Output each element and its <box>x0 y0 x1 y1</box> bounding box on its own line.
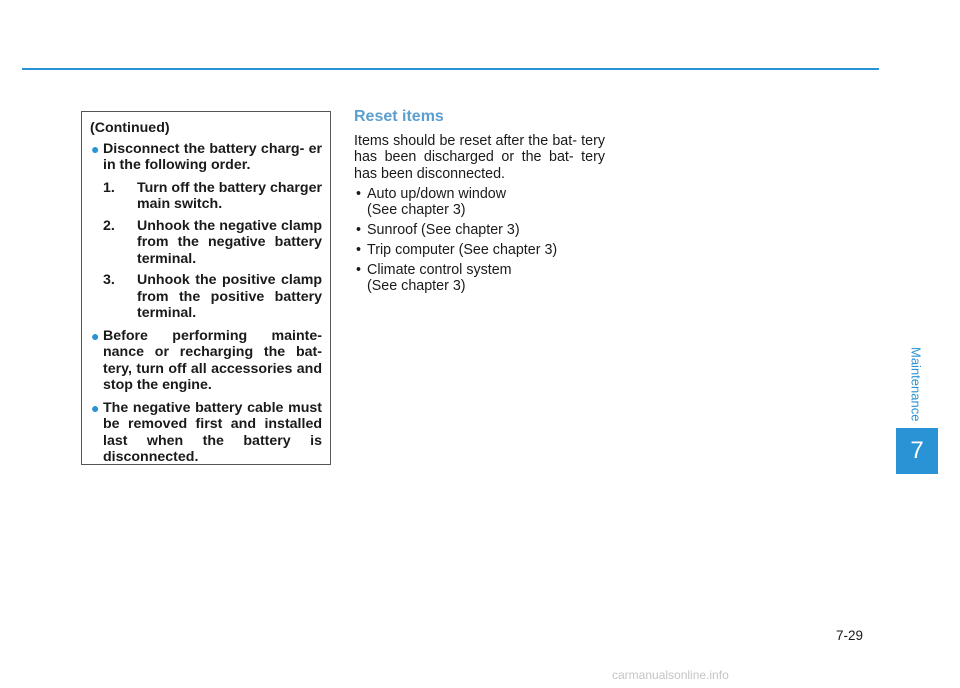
reset-items-list <box>354 186 624 298</box>
caution-step <box>103 180 322 213</box>
caution-heading: (Continued) <box>90 120 170 136</box>
caution-bullet <box>90 400 322 466</box>
list-item-main: Trip computer (See chapter 3) <box>367 241 558 258</box>
section-title: Reset items <box>354 108 444 125</box>
caution-bullet-text: The negative battery cable must be removed first and installed last when the battery is disconnected. <box>103 399 322 465</box>
list-item <box>354 186 624 219</box>
bullet-icon: • <box>356 222 362 239</box>
list-item-main: Climate control system <box>367 261 512 278</box>
bullet-icon: • <box>356 186 362 202</box>
list-item <box>354 242 624 258</box>
page-number: 7-29 <box>836 628 864 643</box>
caution-step <box>103 272 322 322</box>
list-item-main: Sunroof (See chapter 3) <box>367 222 520 239</box>
top-divider <box>22 68 879 70</box>
watermark: carmanualsonline.info <box>612 668 729 682</box>
list-item-sub: (See chapter 3) <box>367 202 466 219</box>
chapter-side-label: Maintenance <box>908 346 924 422</box>
section-intro: Items should be reset after the bat- tery has been discharged or the bat- tery has been disconnected. <box>354 133 605 182</box>
step-text: Turn off the battery charger main switch. <box>137 179 322 212</box>
step-number: 1. <box>103 179 115 196</box>
caution-bullet-text: Disconnect the battery charg- er in the following order. <box>103 140 322 173</box>
caution-bullet <box>90 328 322 394</box>
caution-steps <box>90 180 322 322</box>
bullet-dot-icon: ● <box>91 140 100 157</box>
list-item <box>354 222 624 238</box>
list-item-sub: (See chapter 3) <box>367 277 466 294</box>
bullet-icon: • <box>356 261 362 278</box>
step-number: 3. <box>103 272 115 288</box>
step-text: Unhook the positive clamp from the positive battery terminal. <box>137 272 322 321</box>
caution-box <box>81 111 331 465</box>
step-number: 2. <box>103 217 115 234</box>
bullet-icon: • <box>356 241 362 258</box>
caution-step <box>103 218 322 268</box>
bullet-dot-icon: ● <box>91 399 100 416</box>
list-item-main: Auto up/down window <box>367 186 507 202</box>
bullet-dot-icon: ● <box>91 327 100 344</box>
step-text: Unhook the negative clamp from the negative battery terminal. <box>137 217 322 267</box>
list-item <box>354 262 624 295</box>
caution-bullet-text: Before performing mainte- nance or recharging the bat- tery, turn off all accessories and stop the engine. <box>103 327 322 393</box>
chapter-tab: 7 <box>896 428 938 474</box>
caution-bullet <box>90 141 322 174</box>
